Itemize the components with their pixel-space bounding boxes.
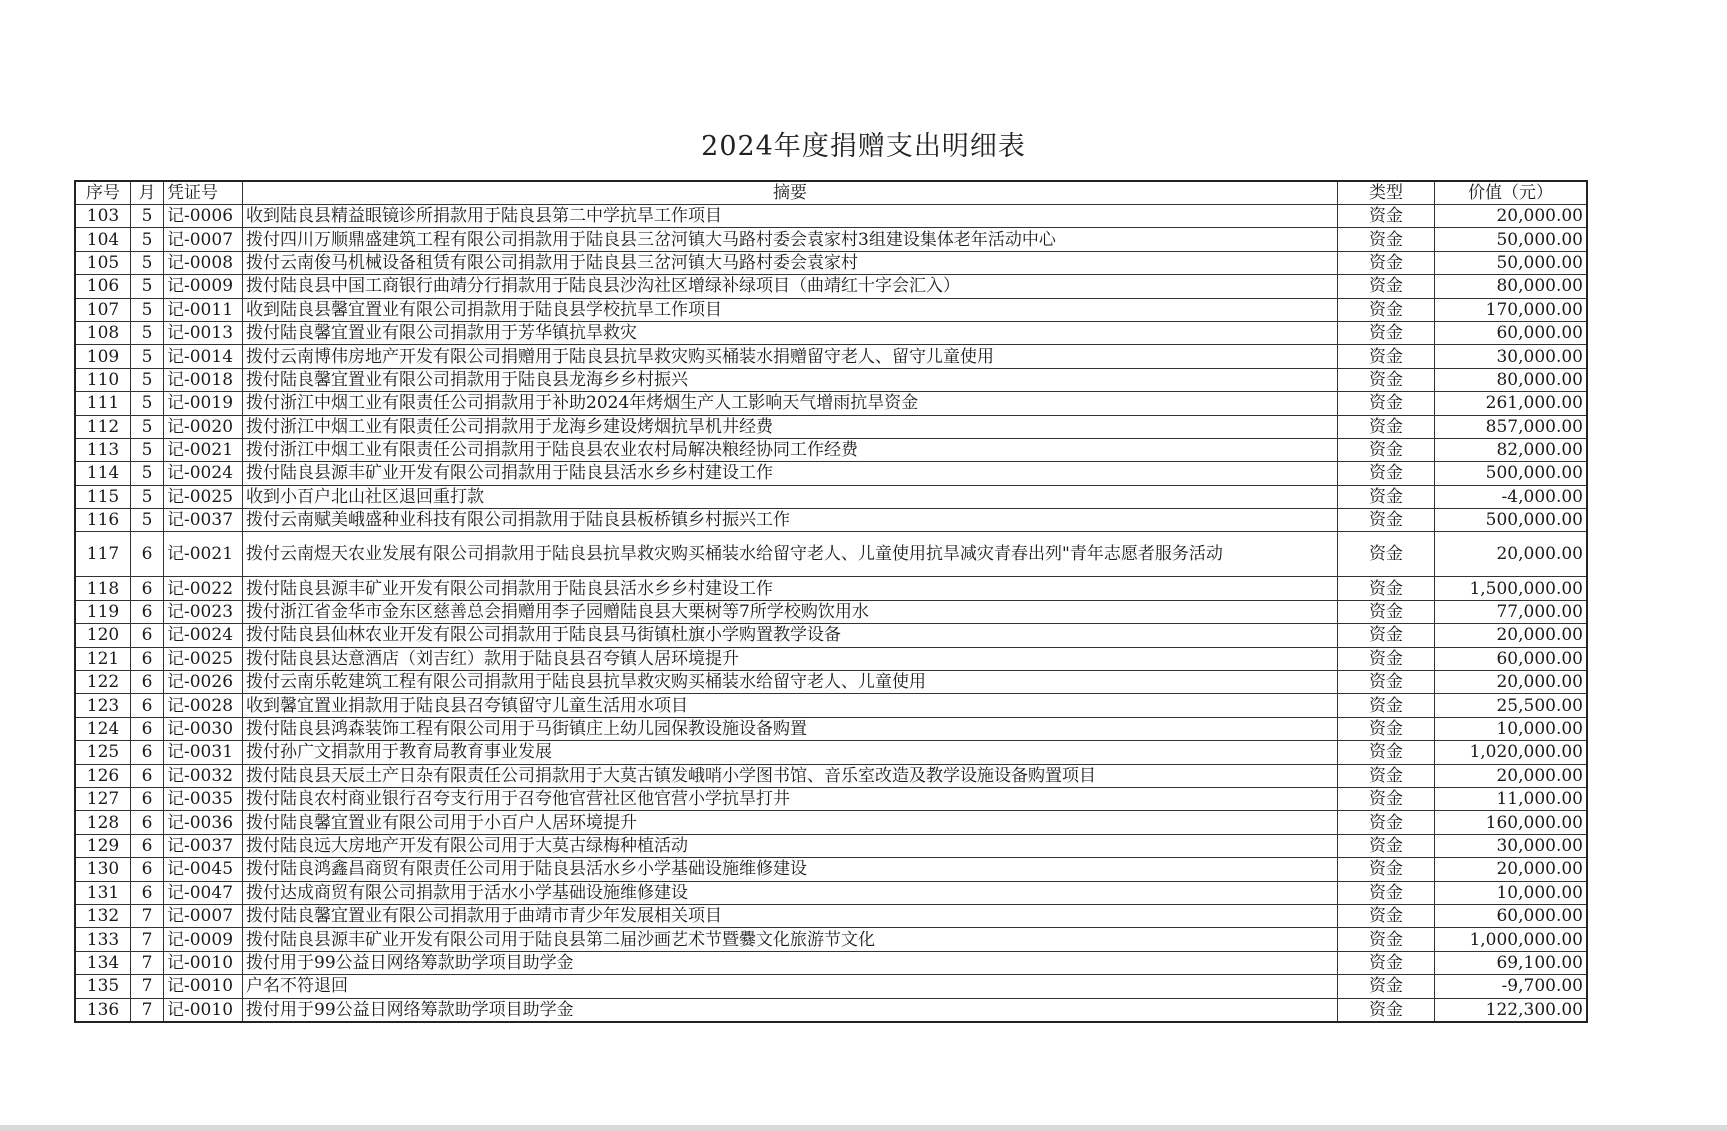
cell-value: 50,000.00 [1435, 228, 1588, 251]
cell-summary: 拨付陆良县中国工商银行曲靖分行捐款用于陆良县沙沟社区增绿补绿项目（曲靖红十字会汇入） [243, 275, 1338, 298]
cell-seq: 103 [75, 205, 131, 228]
cell-voucher: 记-0007 [164, 228, 243, 251]
cell-summary: 户名不符退回 [243, 975, 1338, 998]
table-row [75, 205, 1587, 228]
cell-value: 11,000.00 [1435, 787, 1588, 810]
cell-value: 500,000.00 [1435, 509, 1588, 532]
cell-summary: 收到陆良县馨宜置业有限公司捐款用于陆良县学校抗旱工作项目 [243, 298, 1338, 321]
cell-voucher: 记-0014 [164, 345, 243, 368]
table-row [75, 321, 1587, 344]
cell-voucher: 记-0010 [164, 975, 243, 998]
cell-seq: 126 [75, 764, 131, 787]
cell-type: 资金 [1338, 509, 1435, 532]
cell-voucher: 记-0020 [164, 415, 243, 438]
cell-summary: 拨付浙江中烟工业有限责任公司捐款用于陆良县农业农村局解决粮经协同工作经费 [243, 438, 1338, 461]
cell-type: 资金 [1338, 787, 1435, 810]
header-type: 类型 [1338, 181, 1435, 205]
cell-value: 20,000.00 [1435, 858, 1588, 881]
cell-seq: 117 [75, 532, 131, 577]
cell-summary: 拨付陆良县鸿森装饰工程有限公司用于马街镇庄上幼儿园保教设施设备购置 [243, 717, 1338, 740]
cell-summary: 拨付陆良馨宜置业有限公司捐款用于陆良县龙海乡乡村振兴 [243, 368, 1338, 391]
cell-voucher: 记-0019 [164, 392, 243, 415]
cell-value: 20,000.00 [1435, 671, 1588, 694]
table-row [75, 509, 1587, 532]
table-row [75, 485, 1587, 508]
cell-voucher: 记-0025 [164, 485, 243, 508]
cell-summary: 拨付浙江省金华市金东区慈善总会捐赠用李子园赠陆良县大栗树等7所学校购饮用水 [243, 600, 1338, 623]
cell-month: 6 [131, 834, 164, 857]
cell-month: 7 [131, 928, 164, 951]
cell-type: 资金 [1338, 228, 1435, 251]
cell-voucher: 记-0025 [164, 647, 243, 670]
cell-month: 5 [131, 298, 164, 321]
cell-value: 60,000.00 [1435, 321, 1588, 344]
cell-type: 资金 [1338, 251, 1435, 274]
table-row [75, 741, 1587, 764]
cell-value: 20,000.00 [1435, 624, 1588, 647]
cell-value: 20,000.00 [1435, 532, 1588, 577]
cell-summary: 拨付云南煜天农业发展有限公司捐款用于陆良县抗旱救灾购买桶装水给留守老人、儿童使用抗旱减灾青春出列"青年志愿者服务活动 [243, 532, 1338, 577]
cell-value: 80,000.00 [1435, 275, 1588, 298]
cell-type: 资金 [1338, 205, 1435, 228]
cell-value: 20,000.00 [1435, 764, 1588, 787]
table-row [75, 577, 1587, 600]
cell-value: 170,000.00 [1435, 298, 1588, 321]
cell-value: 261,000.00 [1435, 392, 1588, 415]
cell-month: 6 [131, 881, 164, 904]
cell-month: 5 [131, 228, 164, 251]
cell-month: 6 [131, 671, 164, 694]
cell-type: 资金 [1338, 858, 1435, 881]
cell-voucher: 记-0008 [164, 251, 243, 274]
cell-value: 122,300.00 [1435, 998, 1588, 1022]
table-row [75, 717, 1587, 740]
cell-summary: 拨付陆良鸿鑫昌商贸有限责任公司用于陆良县活水乡小学基础设施维修建设 [243, 858, 1338, 881]
cell-seq: 131 [75, 881, 131, 904]
cell-summary: 拨付浙江中烟工业有限责任公司捐款用于龙海乡建设烤烟抗旱机井经费 [243, 415, 1338, 438]
cell-month: 5 [131, 392, 164, 415]
bottom-edge-bar [0, 1125, 1727, 1131]
cell-seq: 133 [75, 928, 131, 951]
cell-value: 60,000.00 [1435, 904, 1588, 927]
cell-seq: 135 [75, 975, 131, 998]
cell-type: 资金 [1338, 928, 1435, 951]
cell-month: 7 [131, 904, 164, 927]
cell-value: 25,500.00 [1435, 694, 1588, 717]
cell-value: 1,000,000.00 [1435, 928, 1588, 951]
table-row [75, 694, 1587, 717]
cell-month: 6 [131, 624, 164, 647]
cell-voucher: 记-0026 [164, 671, 243, 694]
cell-month: 6 [131, 694, 164, 717]
table-row [75, 904, 1587, 927]
cell-type: 资金 [1338, 298, 1435, 321]
cell-month: 5 [131, 485, 164, 508]
cell-voucher: 记-0037 [164, 834, 243, 857]
cell-seq: 104 [75, 228, 131, 251]
cell-seq: 114 [75, 462, 131, 485]
cell-seq: 113 [75, 438, 131, 461]
cell-month: 5 [131, 415, 164, 438]
cell-month: 6 [131, 741, 164, 764]
cell-seq: 132 [75, 904, 131, 927]
cell-value: 60,000.00 [1435, 647, 1588, 670]
cell-voucher: 记-0045 [164, 858, 243, 881]
cell-month: 6 [131, 858, 164, 881]
table-row [75, 881, 1587, 904]
cell-type: 资金 [1338, 717, 1435, 740]
cell-summary: 拨付陆良馨宜置业有限公司用于小百户人居环境提升 [243, 811, 1338, 834]
header-voucher: 凭证号 [164, 181, 243, 205]
cell-voucher: 记-0013 [164, 321, 243, 344]
cell-type: 资金 [1338, 368, 1435, 391]
cell-month: 5 [131, 345, 164, 368]
cell-seq: 134 [75, 951, 131, 974]
cell-summary: 拨付陆良县源丰矿业开发有限公司捐款用于陆良县活水乡乡村建设工作 [243, 462, 1338, 485]
table-row [75, 415, 1587, 438]
table-row [75, 928, 1587, 951]
cell-month: 5 [131, 368, 164, 391]
cell-summary: 拨付云南俊马机械设备租赁有限公司捐款用于陆良县三岔河镇大马路村委会袁家村 [243, 251, 1338, 274]
cell-voucher: 记-0010 [164, 998, 243, 1022]
cell-value: 82,000.00 [1435, 438, 1588, 461]
cell-summary: 拨付陆良县源丰矿业开发有限公司用于陆良县第二届沙画艺术节暨爨文化旅游节文化 [243, 928, 1338, 951]
cell-seq: 124 [75, 717, 131, 740]
cell-type: 资金 [1338, 647, 1435, 670]
cell-summary: 拨付四川万顺鼎盛建筑工程有限公司捐款用于陆良县三岔河镇大马路村委会袁家村3组建设集体老年活动中心 [243, 228, 1338, 251]
table-row [75, 392, 1587, 415]
cell-value: 1,020,000.00 [1435, 741, 1588, 764]
cell-value: 20,000.00 [1435, 205, 1588, 228]
table-row [75, 671, 1587, 694]
cell-value: 30,000.00 [1435, 345, 1588, 368]
cell-voucher: 记-0022 [164, 577, 243, 600]
cell-voucher: 记-0037 [164, 509, 243, 532]
cell-month: 5 [131, 251, 164, 274]
cell-summary: 拨付用于99公益日网络筹款助学项目助学金 [243, 951, 1338, 974]
cell-month: 6 [131, 764, 164, 787]
cell-type: 资金 [1338, 415, 1435, 438]
table-row [75, 600, 1587, 623]
cell-seq: 118 [75, 577, 131, 600]
cell-voucher: 记-0011 [164, 298, 243, 321]
table-row [75, 462, 1587, 485]
cell-summary: 拨付陆良远大房地产开发有限公司用于大莫古绿梅种植活动 [243, 834, 1338, 857]
cell-seq: 129 [75, 834, 131, 857]
header-value: 价值（元） [1435, 181, 1588, 205]
cell-month: 5 [131, 205, 164, 228]
cell-seq: 123 [75, 694, 131, 717]
cell-seq: 107 [75, 298, 131, 321]
cell-voucher: 记-0006 [164, 205, 243, 228]
cell-voucher: 记-0028 [164, 694, 243, 717]
cell-month: 6 [131, 811, 164, 834]
table-row [75, 834, 1587, 857]
cell-type: 资金 [1338, 741, 1435, 764]
cell-voucher: 记-0032 [164, 764, 243, 787]
cell-voucher: 记-0009 [164, 928, 243, 951]
table-row [75, 532, 1587, 577]
cell-value: 1,500,000.00 [1435, 577, 1588, 600]
cell-month: 7 [131, 975, 164, 998]
cell-summary: 收到馨宜置业捐款用于陆良县召夸镇留守儿童生活用水项目 [243, 694, 1338, 717]
cell-seq: 125 [75, 741, 131, 764]
cell-voucher: 记-0036 [164, 811, 243, 834]
table-row [75, 975, 1587, 998]
table-row [75, 787, 1587, 810]
cell-summary: 拨付浙江中烟工业有限责任公司捐款用于补助2024年烤烟生产人工影响天气增雨抗旱资金 [243, 392, 1338, 415]
cell-month: 7 [131, 951, 164, 974]
cell-type: 资金 [1338, 834, 1435, 857]
cell-summary: 拨付孙广文捐款用于教育局教育事业发展 [243, 741, 1338, 764]
cell-value: -9,700.00 [1435, 975, 1588, 998]
cell-type: 资金 [1338, 811, 1435, 834]
cell-summary: 拨付达成商贸有限公司捐款用于活水小学基础设施维修建设 [243, 881, 1338, 904]
cell-summary: 拨付陆良农村商业银行召夸支行用于召夸他官营社区他官营小学抗旱打井 [243, 787, 1338, 810]
table-row [75, 251, 1587, 274]
cell-month: 5 [131, 321, 164, 344]
cell-summary: 收到陆良县精益眼镜诊所捐款用于陆良县第二中学抗旱工作项目 [243, 205, 1338, 228]
cell-seq: 128 [75, 811, 131, 834]
cell-value: 80,000.00 [1435, 368, 1588, 391]
cell-voucher: 记-0035 [164, 787, 243, 810]
donation-detail-table [74, 180, 1588, 1023]
cell-seq: 112 [75, 415, 131, 438]
cell-type: 资金 [1338, 438, 1435, 461]
table-row [75, 858, 1587, 881]
cell-type: 资金 [1338, 951, 1435, 974]
cell-type: 资金 [1338, 671, 1435, 694]
cell-voucher: 记-0007 [164, 904, 243, 927]
cell-month: 5 [131, 275, 164, 298]
cell-summary: 拨付云南博伟房地产开发有限公司捐赠用于陆良县抗旱救灾购买桶装水捐赠留守老人、留守儿童使用 [243, 345, 1338, 368]
cell-type: 资金 [1338, 462, 1435, 485]
table-row [75, 438, 1587, 461]
table-body [75, 205, 1587, 1022]
cell-type: 资金 [1338, 904, 1435, 927]
cell-voucher: 记-0030 [164, 717, 243, 740]
cell-type: 资金 [1338, 577, 1435, 600]
table-row [75, 228, 1587, 251]
cell-type: 资金 [1338, 275, 1435, 298]
cell-voucher: 记-0024 [164, 462, 243, 485]
cell-voucher: 记-0018 [164, 368, 243, 391]
page-title: 2024年度捐赠支出明细表 [701, 131, 1026, 162]
cell-month: 5 [131, 509, 164, 532]
table-row [75, 275, 1587, 298]
table-row [75, 951, 1587, 974]
header-summary: 摘要 [243, 181, 1338, 205]
cell-seq: 130 [75, 858, 131, 881]
cell-voucher: 记-0021 [164, 438, 243, 461]
table-row [75, 298, 1587, 321]
cell-value: 50,000.00 [1435, 251, 1588, 274]
cell-voucher: 记-0021 [164, 532, 243, 577]
header-month: 月 [131, 181, 164, 205]
cell-seq: 116 [75, 509, 131, 532]
cell-summary: 拨付云南乐乾建筑工程有限公司捐款用于陆良县抗旱救灾购买桶装水给留守老人、儿童使用 [243, 671, 1338, 694]
cell-type: 资金 [1338, 975, 1435, 998]
cell-voucher: 记-0023 [164, 600, 243, 623]
cell-seq: 120 [75, 624, 131, 647]
table-row [75, 368, 1587, 391]
cell-seq: 111 [75, 392, 131, 415]
cell-voucher: 记-0024 [164, 624, 243, 647]
cell-summary: 拨付陆良馨宜置业有限公司捐款用于曲靖市青少年发展相关项目 [243, 904, 1338, 927]
cell-type: 资金 [1338, 694, 1435, 717]
cell-month: 5 [131, 438, 164, 461]
cell-summary: 拨付用于99公益日网络筹款助学项目助学金 [243, 998, 1338, 1022]
cell-value: 857,000.00 [1435, 415, 1588, 438]
cell-value: 69,100.00 [1435, 951, 1588, 974]
table-row [75, 624, 1587, 647]
table-row [75, 998, 1587, 1022]
cell-month: 6 [131, 787, 164, 810]
table-row [75, 647, 1587, 670]
cell-value: -4,000.00 [1435, 485, 1588, 508]
cell-month: 6 [131, 647, 164, 670]
cell-seq: 122 [75, 671, 131, 694]
cell-type: 资金 [1338, 881, 1435, 904]
cell-value: 500,000.00 [1435, 462, 1588, 485]
cell-summary: 拨付云南赋美峨盛种业科技有限公司捐款用于陆良县板桥镇乡村振兴工作 [243, 509, 1338, 532]
cell-type: 资金 [1338, 485, 1435, 508]
cell-month: 6 [131, 717, 164, 740]
cell-voucher: 记-0009 [164, 275, 243, 298]
table-row [75, 764, 1587, 787]
cell-month: 5 [131, 462, 164, 485]
cell-seq: 108 [75, 321, 131, 344]
table-header-row [75, 181, 1587, 205]
cell-type: 资金 [1338, 345, 1435, 368]
cell-type: 资金 [1338, 624, 1435, 647]
cell-seq: 106 [75, 275, 131, 298]
cell-summary: 拨付陆良县仙林农业开发有限公司捐款用于陆良县马街镇杜旗小学购置教学设备 [243, 624, 1338, 647]
cell-summary: 收到小百户北山社区退回重打款 [243, 485, 1338, 508]
cell-month: 6 [131, 577, 164, 600]
cell-value: 10,000.00 [1435, 717, 1588, 740]
cell-value: 77,000.00 [1435, 600, 1588, 623]
cell-value: 160,000.00 [1435, 811, 1588, 834]
cell-summary: 拨付陆良县源丰矿业开发有限公司捐款用于陆良县活水乡乡村建设工作 [243, 577, 1338, 600]
cell-seq: 136 [75, 998, 131, 1022]
cell-value: 10,000.00 [1435, 881, 1588, 904]
cell-type: 资金 [1338, 600, 1435, 623]
table-row [75, 811, 1587, 834]
cell-seq: 105 [75, 251, 131, 274]
cell-month: 6 [131, 532, 164, 577]
cell-summary: 拨付陆良县达意酒店（刘吉红）款用于陆良县召夸镇人居环境提升 [243, 647, 1338, 670]
cell-seq: 127 [75, 787, 131, 810]
cell-seq: 115 [75, 485, 131, 508]
cell-voucher: 记-0047 [164, 881, 243, 904]
cell-summary: 拨付陆良县天辰土产日杂有限责任公司捐款用于大莫古镇发峨哨小学图书馆、音乐室改造及教学设施设备购置项目 [243, 764, 1338, 787]
cell-type: 资金 [1338, 392, 1435, 415]
cell-voucher: 记-0031 [164, 741, 243, 764]
cell-type: 资金 [1338, 998, 1435, 1022]
cell-type: 资金 [1338, 764, 1435, 787]
cell-seq: 121 [75, 647, 131, 670]
cell-seq: 110 [75, 368, 131, 391]
cell-type: 资金 [1338, 321, 1435, 344]
cell-month: 6 [131, 600, 164, 623]
header-seq: 序号 [75, 181, 131, 205]
table-row [75, 345, 1587, 368]
cell-voucher: 记-0010 [164, 951, 243, 974]
cell-type: 资金 [1338, 532, 1435, 577]
cell-seq: 119 [75, 600, 131, 623]
cell-seq: 109 [75, 345, 131, 368]
cell-summary: 拨付陆良馨宜置业有限公司捐款用于芳华镇抗旱救灾 [243, 321, 1338, 344]
cell-value: 30,000.00 [1435, 834, 1588, 857]
cell-month: 7 [131, 998, 164, 1022]
